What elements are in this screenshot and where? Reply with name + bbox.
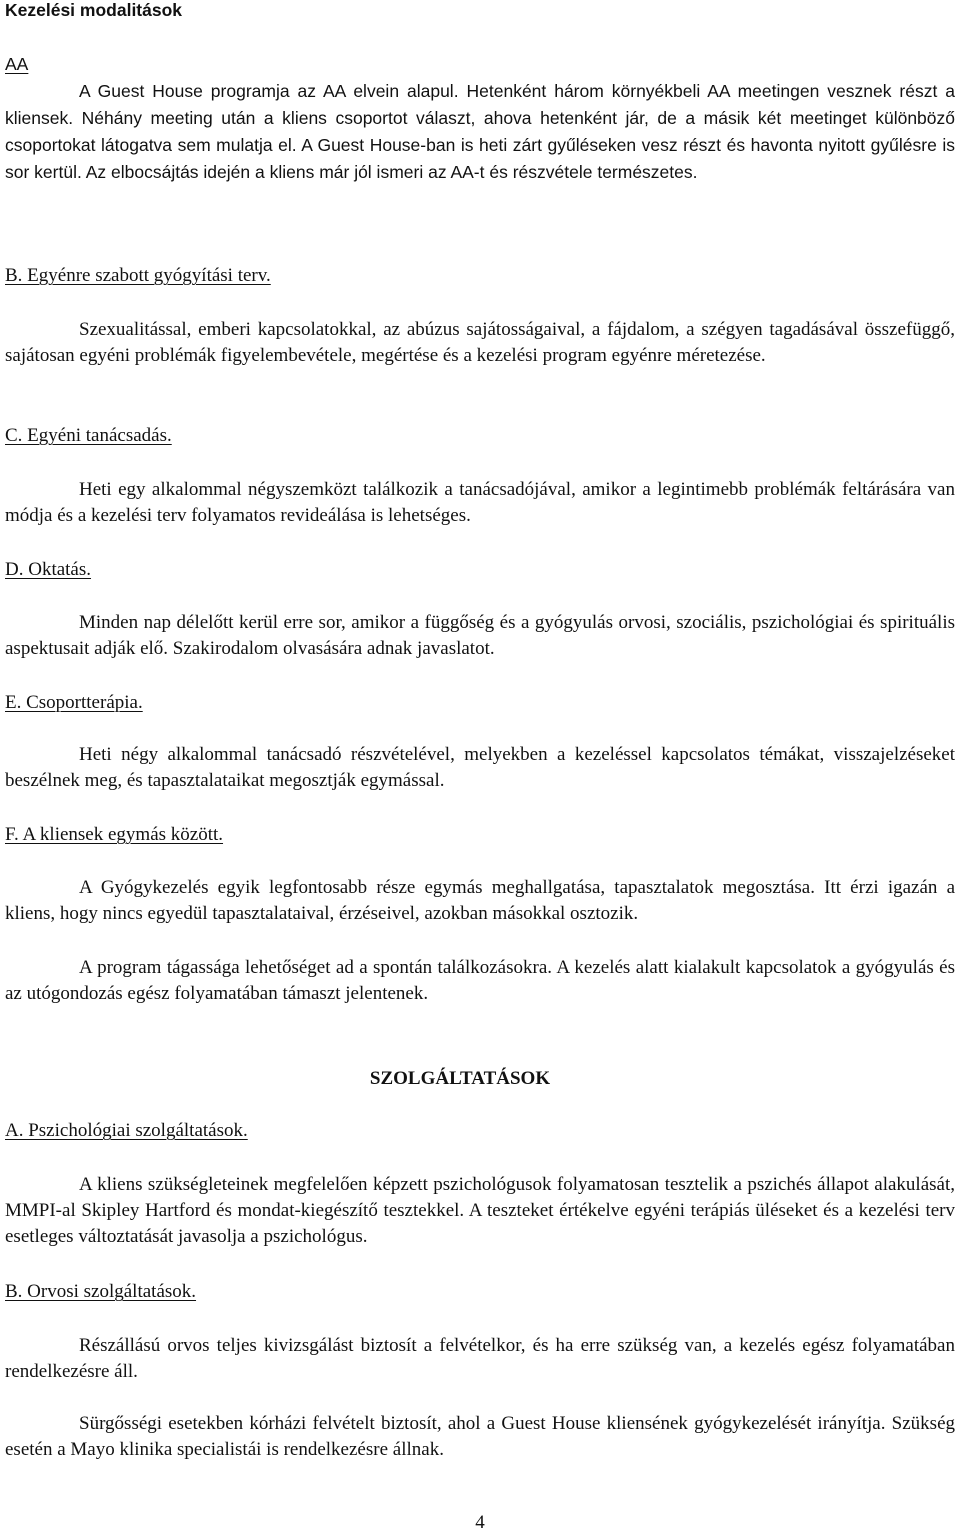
section-d-title: D. Oktatás. [5, 559, 92, 580]
page-heading: Kezelési modalitások [5, 0, 183, 20]
section-f-text-2: A program tágassága lehetőséget ad a spontán találkozásokra. A kezelés alatt kialakult kapcsolatok a gyógyulás és az utógondozás egész folyamatában támaszt jelentenek. [5, 957, 955, 1004]
section-d-text: Minden nap délelőtt kerül erre sor, amikor a függőség és a gyógyulás orvosi, szociális, pszichológiai és spirituális aspektusait adják elő. Szakirodalom olvasására adnak javaslatot. [5, 612, 955, 659]
services-b-text-2: Sürgősségi esetekben kórházi felvételt biztosít, ahol a Guest House kliensének gyógykezelését irányítja. Szükség esetén a Mayo klinika specialistái is rendelkezésre állnak. [5, 1413, 955, 1460]
section-b-text: Szexualitással, emberi kapcsolatokkal, az abúzus sajátosságaival, a fájdalom, a szégyen tagadásával összefüggő, sajátosan egyéni problémák figyelembevétele, megértése és a kezelési program egyénre méretezése. [5, 319, 955, 366]
section-c-title: C. Egyéni tanácsadás. [5, 425, 172, 446]
services-a-text: A kliens szükségleteinek megfelelően képzett pszichológusok folyamatosan tesztelik a pszichés állapot alakulását, MMPI-al Skipley Hartford és mondat-kiegészítő tesztekkel. A teszteket értékelve egyéni terápiás üléseket és a kezelési terv esetleges változtatását javasolja a pszichológus. [5, 1174, 955, 1247]
page-number: 4 [475, 1512, 485, 1533]
services-heading: SZOLGÁLTATÁSOK [369, 1068, 551, 1089]
section-b-title: B. Egyénre szabott gyógyítási terv. [5, 265, 271, 286]
aa-heading: AA [5, 54, 29, 74]
services-a-title: A. Pszichológiai szolgáltatások. [5, 1120, 248, 1141]
section-c-text: Heti egy alkalommal négyszemközt találkozik a tanácsadójával, amikor a legintimebb problémák feltárására van módja és a kezelési terv folyamatos revideálása is lehetséges. [5, 479, 955, 526]
services-b-title: B. Orvosi szolgáltatások. [5, 1281, 197, 1302]
section-f-text-1: A Gyógykezelés egyik legfontosabb része egymás meghallgatása, tapasztalatok megosztása. Itt érzi igazán a kliens, hogy nincs egyedül tapasztalataival, érzéseivel, azokban másokkal osztozik. [5, 877, 955, 924]
section-e-title: E. Csoportterápia. [5, 692, 143, 713]
section-e-text: Heti négy alkalommal tanácsadó részvételével, melyekben a kezeléssel kapcsolatos témákat, visszajelzéseket beszélnek meg, és tapasztalataikat megosztják egymással. [5, 744, 955, 791]
services-b-text-1: Részállású orvos teljes kivizsgálást biztosít a felvételkor, és ha erre szükség van, a kezelés egész folyamatában rendelkezésre áll. [5, 1335, 955, 1382]
document-page [5, 0, 955, 1537]
aa-paragraph: A Guest House programja az AA elvein alapul. Hetenként három környékbeli AA meetingen vesznek részt a kliensek. Néhány meeting után a kliens csoportot választ, ahova hetenként jár, de a másik két meetinget különböző csoportokat látogatva sem mulatja el. A Guest House-ban is heti zárt gyűléseken vesz részt és havonta nyitott gyűlésre is sor kertül. Az elbocsájtás idején a kliens már jól ismeri az AA-t és részvétele természetes. [5, 81, 955, 182]
section-f-title: F. A kliensek egymás között. [5, 824, 224, 845]
